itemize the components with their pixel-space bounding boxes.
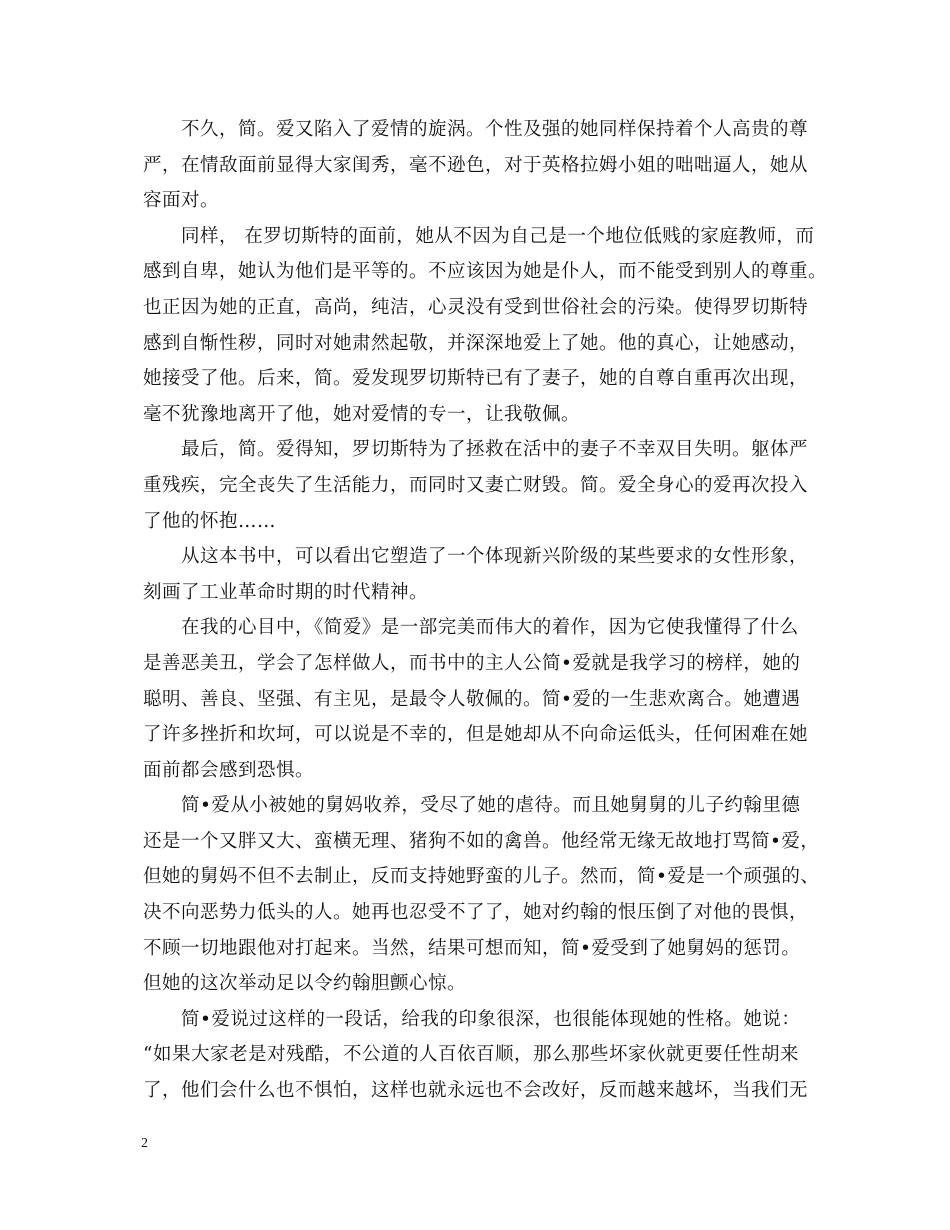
text-line: 但她的这次举动足以令约翰胆颤心惊。: [143, 973, 467, 995]
text-line: 她接受了他。后来，简。爱发现罗切斯特已有了妻子，她的自尊自重再次出现，: [143, 368, 809, 390]
text-line: 重残疾，完全丧失了生活能力，而同时又妻亡财毁。简。爱全身心的爱再次投入: [143, 474, 809, 496]
text-line: 了他的怀抱……: [143, 510, 277, 532]
text-line: 聪明、善良、坚强、有主见，是最令人敬佩的。简•爱的一生悲欢离合。她遭遇: [143, 688, 801, 710]
text-line: 了许多挫折和坎坷，可以说是不幸的，但是她却从不向命运低头，任何困难在她: [143, 724, 809, 746]
text-line: 面前都会感到恐惧。: [143, 759, 315, 781]
text-line: 毫不犹豫地离开了他，她对爱情的专一，让我敬佩。: [143, 403, 581, 425]
text-line: 感到自惭性秽，同时对她肃然起敬，并深深地爱上了她。他的真心，让她感动，: [143, 332, 809, 354]
text-line: 简•爱从小被她的舅妈收养，受尽了她的虐待。而且她舅舅的儿子约翰里德: [181, 795, 801, 817]
paragraph: [143, 788, 823, 1002]
text-line: 简•爱说过这样的一段话，给我的印象很深，也很能体现她的性格。她说：: [181, 1008, 801, 1030]
text-line: 但她的舅妈不但不去制止，反而支持她野蛮的儿子。然而，简•爱是一个顽强的、: [143, 866, 820, 888]
text-line: 从这本书中，可以看出它塑造了一个体现新兴阶级的某些要求的女性形象，: [181, 546, 809, 568]
text-line: 容面对。: [143, 190, 220, 212]
paragraph: [143, 610, 823, 788]
body-text: [143, 112, 828, 1109]
text-line: “如果大家老是对残酷，不公道的人百依百顺，那么那些坏家伙就更要任性胡来: [143, 1044, 799, 1066]
text-line: 不久，简。爱又陷入了爱情的旋涡。个性及强的她同样保持着个人高贵的尊: [181, 119, 809, 140]
paragraph: [143, 1002, 823, 1109]
text-line: 还是一个又胖又大、蛮横无理、猪狗不如的禽兽。他经常无缘无故地打骂简•爱，: [143, 830, 820, 852]
paragraph: [143, 539, 823, 610]
paragraph: [143, 112, 823, 219]
paragraph: [143, 219, 828, 433]
text-line: 了，他们会什么也不惧怕，这样也就永远也不会改好，反而越来越坏，当我们无: [143, 1080, 809, 1102]
text-line: 不顾一切地跟他对打起来。当然，结果可想而知，简•爱受到了她舅妈的惩罚。: [143, 937, 801, 959]
text-line: 决不向恶势力低头的人。她再也忍受不了了，她对约翰的恨压倒了对他的畏惧，: [143, 902, 809, 924]
text-line: 感到自卑，她认为他们是平等的。不应该因为她是仆人，而不能受到别人的尊重。: [143, 261, 828, 283]
text-line: 严，在情敌面前显得大家闺秀，毫不逊色，对于英格拉姆小姐的咄咄逼人，她从: [143, 154, 809, 176]
text-line: 在我的心目中，《简爱》是一部完美而伟大的着作，因为它使我懂得了什么: [181, 617, 799, 639]
text-line: 也正因为她的正直，高尚，纯洁，心灵没有受到世俗社会的污染。使得罗切斯特: [143, 296, 809, 318]
text-line: 最后，简。爱得知，罗切斯特为了拯救在活中的妻子不幸双目失明。躯体严: [181, 439, 809, 461]
text-line: 是善恶美丑，学会了怎样做人，而书中的主人公简•爱就是我学习的榜样，她的: [143, 652, 801, 674]
page-number: 2: [141, 1136, 148, 1151]
text-line: 刻画了工业革命时期的时代精神。: [143, 581, 429, 603]
paragraph: [143, 432, 823, 539]
text-line: 同样， 在罗切斯特的面前，她从不因为自己是一个地位低贱的家庭教师，而: [181, 225, 815, 247]
